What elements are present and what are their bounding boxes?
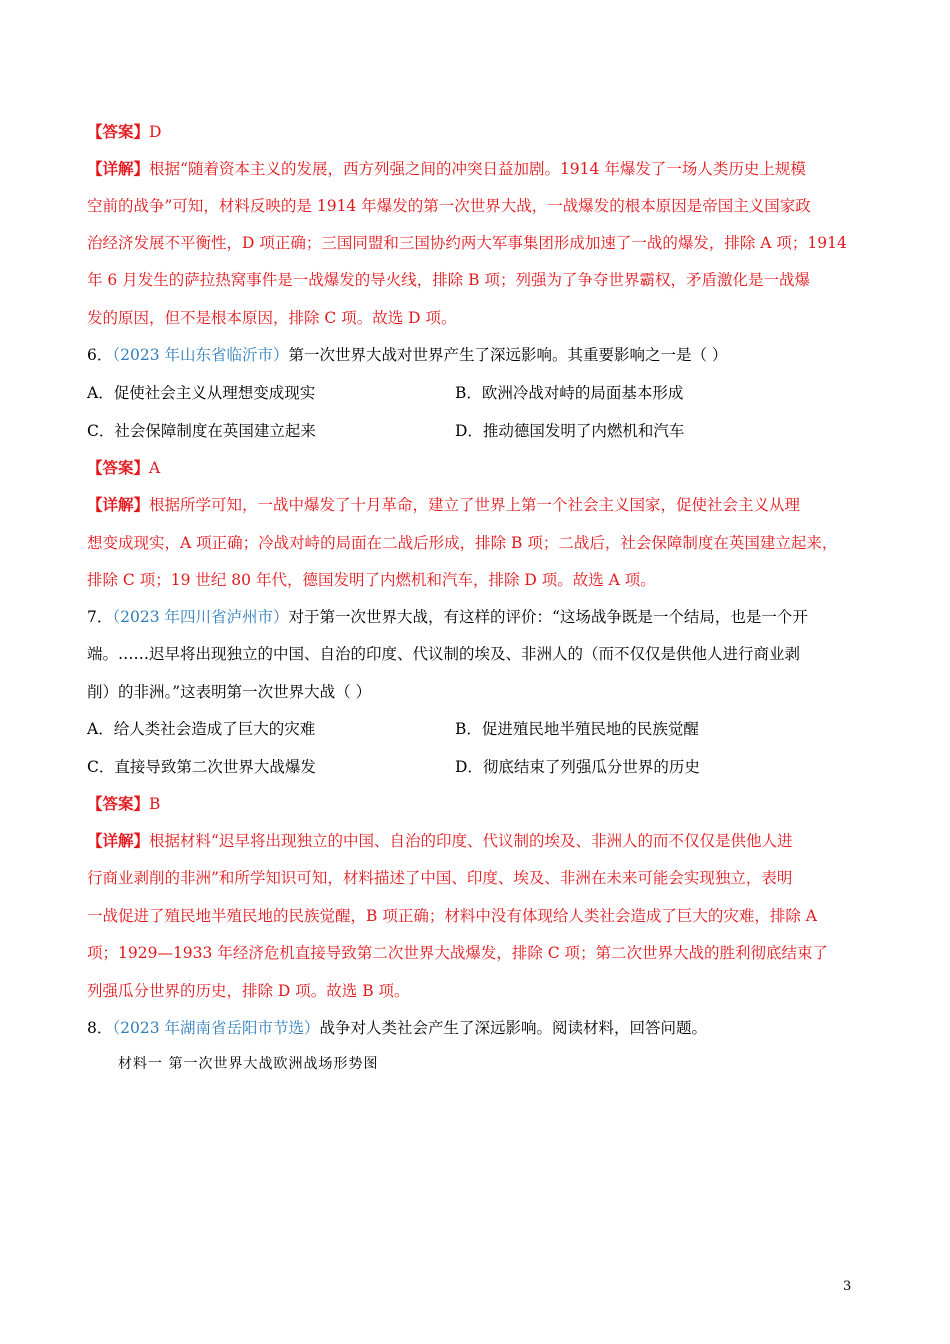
- q5-detail-line-1: [87, 159, 877, 179]
- detail-label: 【详解】: [87, 159, 150, 178]
- q7-stem-line-3: 削）的非洲。”这表明第一次世界大战（ ）: [87, 683, 372, 701]
- answer-label: 【答案】: [87, 458, 150, 477]
- q5-detail-line-5: 发的原因，但不是根本原因，排除 C 项。故选 D 项。: [87, 309, 457, 327]
- q5-answer: [87, 122, 877, 142]
- q6-detail-line-1: [87, 495, 877, 515]
- q6-option-d: D．推动德国发明了内燃机和汽车: [455, 422, 685, 440]
- page-number: 3: [843, 1279, 852, 1294]
- q7-stem-line-1: [87, 607, 877, 627]
- question-source: （2023 年四川省泸州市）: [112, 608, 289, 626]
- q6-option-c: C．社会保障制度在英国建立起来: [87, 422, 316, 440]
- answer-value: B: [149, 795, 161, 813]
- detail-text: 根据“随着资本主义的发展，西方列强之间的冲突日益加剧。1914 年爆发了一场人类历史上规模: [149, 160, 806, 178]
- q7-detail-line-2: 行商业剥削的非洲”和所学知识可知，材料描述了中国、印度、埃及、非洲在未来可能会实现独立，表明: [87, 869, 793, 887]
- answer-value: D: [149, 123, 162, 141]
- q6-option-b: B．欧洲冷战对峙的局面基本形成: [455, 384, 684, 402]
- q5-detail-line-4: 年 6 月发生的萨拉热窝事件是一战爆发的导火线，排除 B 项；列强为了争夺世界霸权，矛盾激化是一战爆: [87, 271, 810, 289]
- question-source: （2023 年山东省临沂市）: [112, 346, 289, 364]
- q7-detail-line-5: 列强瓜分世界的历史，排除 D 项。故选 B 项。: [87, 982, 410, 1000]
- question-stem: 对于第一次世界大战，有这样的评价：“这场战争既是一个结局，也是一个开: [288, 608, 808, 626]
- q7-detail-line-1: [87, 831, 877, 851]
- q7-option-b: B．促进殖民地半殖民地的民族觉醒: [455, 720, 699, 738]
- q6-stem: [87, 345, 877, 365]
- q7-stem-line-2: 端。……迟早将出现独立的中国、自治的印度、代议制的埃及、非洲人的（而不仅仅是供他人进行商业剥: [87, 645, 801, 663]
- q6-detail-line-2: 想变成现实，A 项正确；冷战对峙的局面在二战后形成，排除 B 项；二战后，社会保障制度在英国建立起来，: [87, 534, 838, 552]
- question-number: 6．: [87, 346, 113, 364]
- detail-text: 根据所学可知，一战中爆发了十月革命，建立了世界上第一个社会主义国家，促使社会主义从理: [149, 496, 801, 514]
- detail-label: 【详解】: [87, 831, 150, 850]
- answer-value: A: [149, 459, 161, 477]
- q7-option-d: D．彻底结束了列强瓜分世界的历史: [455, 758, 700, 776]
- q6-detail-line-3: 排除 C 项；19 世纪 80 年代，德国发明了内燃机和汽车，排除 D 项。故选 A 项。: [87, 571, 656, 589]
- answer-label: 【答案】: [87, 794, 150, 813]
- question-stem: 第一次世界大战对世界产生了深远影响。其重要影响之一是（ ）: [288, 346, 728, 364]
- q7-detail-line-4: 项；1929—1933 年经济危机直接导致第二次世界大战爆发，排除 C 项；第二次世界大战的胜利彻底结束了: [87, 944, 829, 962]
- answer-label: 【答案】: [87, 122, 150, 141]
- question-number: 7．: [87, 608, 113, 626]
- q6-option-a: A．促使社会主义从理想变成现实: [87, 384, 316, 402]
- q7-option-c: C．直接导致第二次世界大战爆发: [87, 758, 316, 776]
- question-number: 8．: [87, 1019, 113, 1037]
- q7-answer: [87, 794, 877, 814]
- q7-option-a: A．给人类社会造成了巨大的灾难: [87, 720, 316, 738]
- material-caption: 材料一 第一次世界大战欧洲战场形势图: [118, 1056, 379, 1072]
- detail-label: 【详解】: [87, 495, 150, 514]
- question-source: （2023 年湖南省岳阳市节选）: [112, 1019, 320, 1037]
- question-stem: 战争对人类社会产生了深远影响。阅读材料，回答问题。: [319, 1019, 708, 1037]
- q7-detail-line-3: 一战促进了殖民地半殖民地的民族觉醒，B 项正确；材料中没有体现给人类社会造成了巨大的灾难，排除 A: [87, 907, 817, 925]
- q6-answer: [87, 458, 877, 478]
- q5-detail-line-3: 治经济发展不平衡性，D 项正确；三国同盟和三国协约两大军事集团形成加速了一战的爆发，排除 A 项；1914: [87, 234, 847, 252]
- q5-detail-line-2: 空前的战争”可知，材料反映的是 1914 年爆发的第一次世界大战，一战爆发的根本原因是帝国主义国家政: [87, 197, 811, 215]
- detail-text: 根据材料“迟早将出现独立的中国、自治的印度、代议制的埃及、非洲人的而不仅仅是供他人进: [149, 832, 793, 850]
- q8-stem: [87, 1018, 877, 1038]
